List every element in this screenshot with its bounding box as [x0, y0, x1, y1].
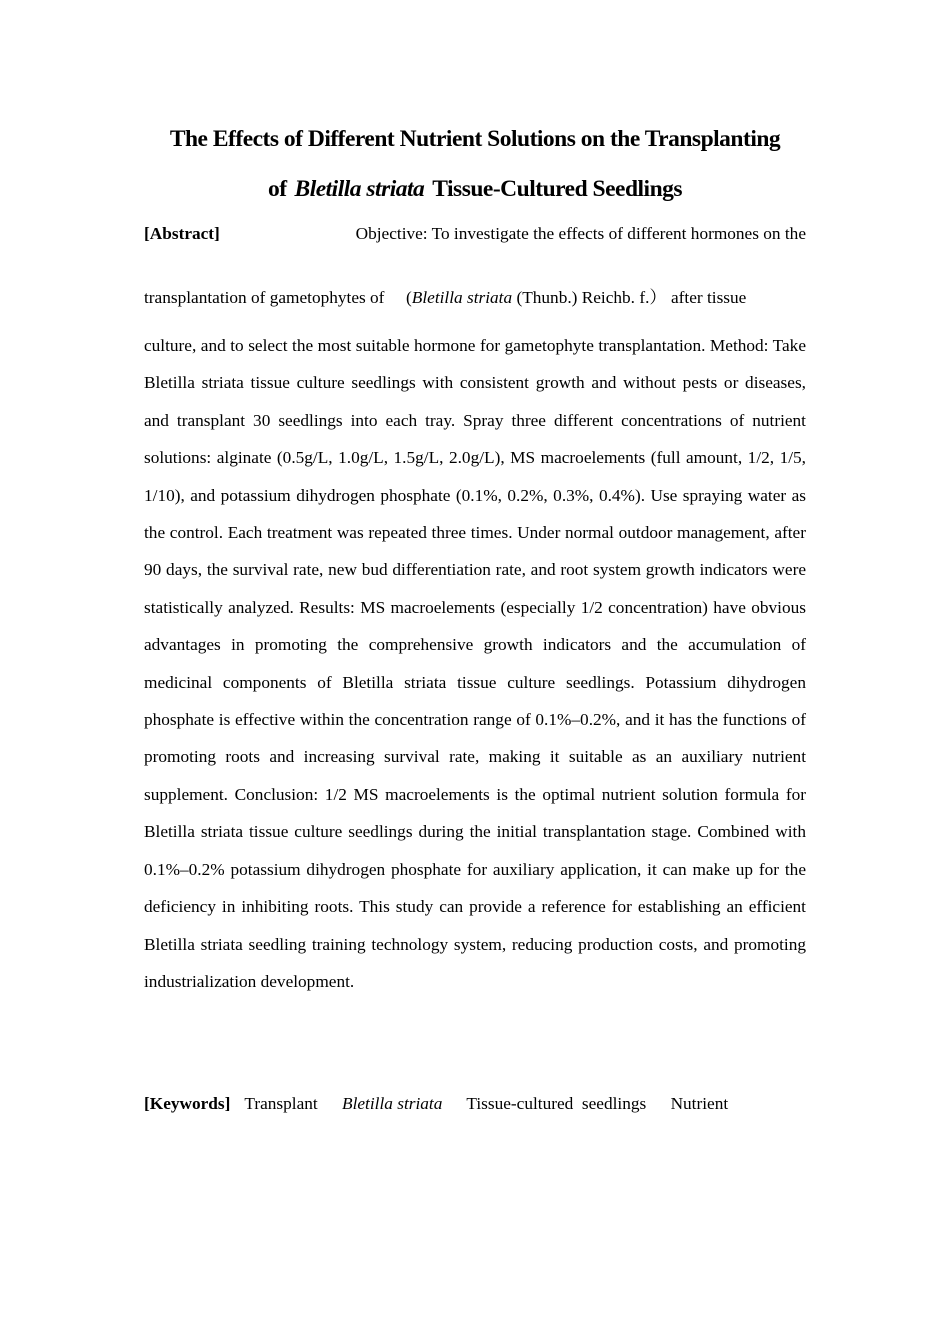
abstract-second-line: [144, 287, 806, 309]
abstract-line2-species: Bletilla striata: [411, 288, 513, 307]
keyword-item: Transplant: [244, 1094, 318, 1113]
keyword-item: Nutrient: [670, 1094, 729, 1113]
paper-title-line-2: [100, 176, 850, 203]
abstract-body: culture, and to select the most suitable hormone for gametophyte transplantation. Method: Take Bletilla striata tissue culture seedlings with consistent growth and without pests or diseases, and transplant 30 seedlings into each tray. Spray three different concentrations of nutrient solutions: alginate (0.5g/L, 1.0g/L, 1.5g/L, 2.0g/L), MS macroelements (full amount, 1/2, 1/5, 1/10), and potassium dihydrogen phosphate (0.1%, 0.2%, 0.3%, 0.4%). Use spraying water as the control. Each treatment was repeated three times. Under normal outdoor management, after 90 days, the survival rate, new bud differentiation rate, and root system growth indicators were statistically analyzed. Results: MS macroelements (especially 1/2 concentration) have obvious advantages in promoting the comprehensive growth indicators and the accumulation of medicinal components of Bletilla striata tissue culture seedlings. Potassium dihydrogen phosphate is effective within the concentration range of 0.1%–0.2%, and it has the functions of promoting roots and increasing survival rate, making it suitable as an auxiliary nutrient supplement. Conclusion: 1/2 MS macroelements is the optimal nutrient solution formula for Bletilla striata tissue culture seedlings during the initial transplantation stage. Combined with 0.1%–0.2% potassium dihydrogen phosphate for auxiliary application, it can make up for the deficiency in inhibiting roots. This study can provide a reference for establishing an efficient Bletilla striata seedling training technology system, reducing production costs, and promoting industrialization development.: [144, 336, 806, 991]
title-text-1: The Effects of Different Nutrient Solutions on the Transplanting: [169, 126, 781, 152]
abstract-line2-post: (Thunb.) Reichb. f.） after tissue: [512, 288, 747, 307]
keywords-line: [144, 1093, 748, 1115]
title-rest: Tissue-Cultured Seedlings: [432, 176, 683, 202]
abstract-label: [Abstract]: [144, 224, 220, 243]
title-species-name: Bletilla striata: [294, 176, 425, 202]
keyword-item: Tissue-cultured seedlings: [466, 1094, 647, 1113]
keyword-item: Bletilla striata: [342, 1094, 443, 1113]
title-of: of: [267, 176, 287, 202]
keywords-label: [Keywords]: [144, 1094, 231, 1113]
abstract-objective-start: Objective: To investigate the effects of different hormones on the: [355, 224, 806, 243]
abstract-line2-pre: transplantation of gametophytes of (: [144, 288, 412, 307]
paper-title-line-1: [100, 126, 850, 153]
abstract-first-line: [144, 223, 806, 245]
